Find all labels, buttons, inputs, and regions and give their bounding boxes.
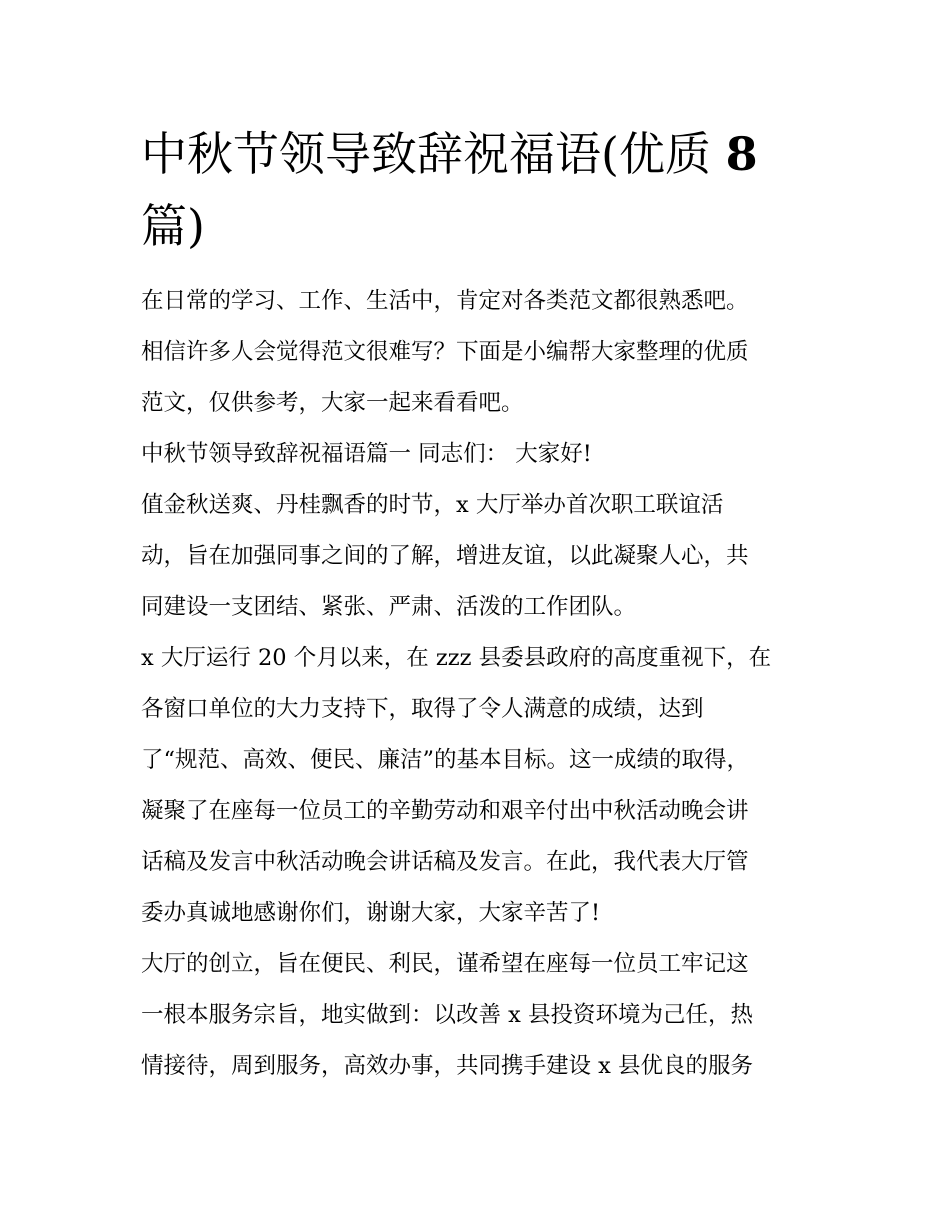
- title-number: 8: [725, 127, 758, 181]
- document-body: [141, 282, 831, 1098]
- body-line: x 大厅运行 20 个月以来，在 zzz 县委县政府的高度重视下，在: [141, 645, 772, 671]
- body-line: 值金秋送爽、丹桂飘香的时节，x 大厅举办首次职工联谊活: [141, 492, 724, 518]
- body-line: 话稿及发言中秋活动晚会讲话稿及发言。在此，我代表大厅管: [141, 849, 749, 875]
- body-line: 相信许多人会觉得范文很难写？下面是小编帮大家整理的优质: [141, 339, 749, 365]
- body-line: 动，旨在加强同事之间的了解，增进友谊，以此凝聚人心，共: [141, 543, 749, 569]
- body-line: 凝聚了在座每一位员工的辛勤劳动和艰辛付出中秋活动晚会讲: [141, 798, 749, 824]
- body-line: 了“规范、高效、便民、廉洁”的基本目标。这一成绩的取得，: [141, 747, 750, 773]
- body-line: 同建设一支团结、紧张、严肃、活泼的工作团队。: [141, 594, 637, 620]
- document-title: [141, 118, 821, 262]
- title-text-line2: 篇): [141, 199, 205, 253]
- body-line: 在日常的学习、工作、生活中，肯定对各类范文都很熟悉吧。: [141, 288, 749, 314]
- body-line: 委办真诚地感谢你们，谢谢大家，大家辛苦了!: [141, 900, 601, 926]
- body-line: 各窗口单位的大力支持下，取得了令人满意的成绩，达到: [141, 696, 704, 722]
- body-line: 一根本服务宗旨，地实做到：以改善 x 县投资环境为己任，热: [141, 1002, 753, 1028]
- section-heading: 中秋节领导致辞祝福语篇一 同志们： 大家好!: [141, 441, 592, 467]
- body-line: 大厅的创立，旨在便民、利民，谨希望在座每一位员工牢记这: [141, 951, 749, 977]
- body-line: 范文，仅供参考，大家一起来看看吧。: [141, 390, 524, 416]
- body-line: 情接待，周到服务，高效办事，共同携手建设 x 县优良的服务: [141, 1053, 753, 1079]
- title-text: 中秋节领导致辞祝福语(优质: [141, 127, 711, 181]
